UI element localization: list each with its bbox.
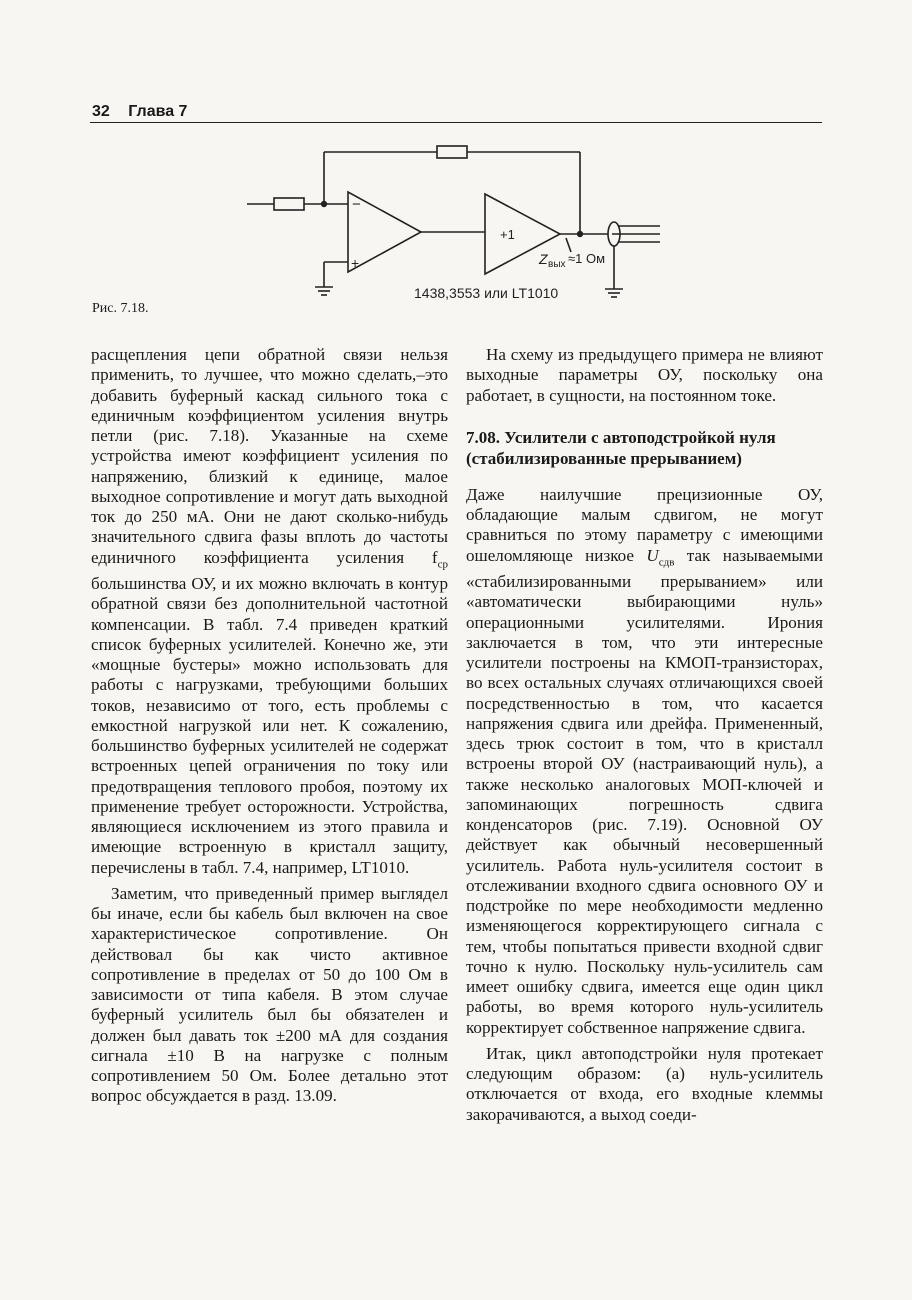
fcp-subscript: ср: [437, 557, 448, 570]
right-paragraph-3: Итак, цикл автоподстройки нуля протекает следующим образом: (а) нуль-усилитель отключается от входа, его входные клеммы закорачиваются, а выход соеди-: [466, 1043, 823, 1124]
figure-caption: Рис. 7.18.: [92, 301, 149, 316]
junction-dot-input: [321, 201, 327, 207]
page-number: 32: [92, 103, 110, 120]
left-column: [91, 345, 448, 1107]
buffer-gain-label: +1: [500, 227, 515, 242]
junction-dot-output: [577, 231, 583, 237]
right-paragraph-2: Даже наилучшие прецизионные ОУ, обладающие малым сдвигом, не могут сравниться по этому параметру с имеющими ошеломляюще низкое $U_{сдв}$ так называемыми «стабилизированными прерыванием» или «автоматически выбирающими нуль» операционными усилителями. Ирония заключается в том, что эти интересные усилители построены на КМОП-транзисторах, во всех остальных случаях отличающихся своей посредственностью в том, что касается напряжения сдвига или дрейфа. Примененный, здесь трюк состоит в том, что в кристалл встроены второй ОУ (настраивающий нуль), а также несколько аналоговых МОП-ключей и запоминающих погрешность сдвига конденсаторов (рис. 7.19). Основной ОУ действует как обычный несовершенный усилитель. Работа нуль-усилителя состоит в отслеживании входного сдвига основного ОУ и подстройке по мере необходимости медленно изменяющегося корректирующего сигнала с тем, чтобы попытаться привести входной сдвиг точно к нулю. Поскольку нуль-усилитель сам имеет ошибку сдвига, имеется еще один цикл работы, во время которого нуль-усилитель корректирует собственное напряжение сдвига.: [466, 484, 823, 1037]
right-column: [466, 345, 823, 1125]
parts-label: 1438,3553 или LT1010: [414, 285, 559, 301]
circuit-figure: [0, 0, 912, 330]
left-paragraph-2: Заметим, что приведенный пример выглядел бы иначе, если бы кабель был включен на свое характеристическое сопротивление. Он действовал бы как чисто активное сопротивление в пределах от 50 до 100 Ом в зависимости от типа кабеля. В этом случае буферный усилитель был бы обязателен и должен был давать ток ±200 мА для создания сигнала ±10 В на нагрузке с полным сопротивлением 50 Ом. Более детально этот вопрос обсуждается в разд. 13.09.: [91, 883, 448, 1106]
zout-subscript: вых: [548, 259, 566, 270]
chapter-title: Глава 7: [128, 103, 188, 120]
right-paragraph-1: На схему из предыдущего примера не влияют выходные параметры ОУ, поскольку она работает, в сущности, на постоянном токе.: [466, 345, 823, 405]
left-paragraph-1: расщепления цепи обратной связи нельзя применить, то лучшее, что можно сделать,–это добавить буферный каскад сильного тока с единичным коэффициентом усиления внутрь петли (рис. 7.18). Указанные на схеме устройства имеют коэффициент усиления по напряжению, близкий к единице, малое выходное сопротивление и могут дать выходной ток до 250 мА. Они не дают сколько-нибудь значительного сдвига фазы вплоть до частоты единичного коэффициента усиления $f_{ср}$ большинства ОУ, и их можно включать в контур обратной связи без дополнительной частотной компенсации. В табл. 7.4 приведен краткий список буферных усилителей. Конечно же, эти «мощные бустеры» можно использовать для работы с нагрузками, требующими больших токов, независимо от того, есть проблемы с емкостной нагрузкой или нет. К сожалению, большинство буферных усилителей не содержат встроенных цепей ограничения по току или предотвращения теплового пробоя, поэтому их применение требует осторожности. Устройства, являющиеся исключением из этого правила и имеющие встроенную в кристалл защиту, перечислены в табл. 7.4, например, LT1010.: [91, 345, 448, 877]
section-heading: 7.08. Усилители с автоподстройкой нуля (стабилизированные прерыванием): [466, 427, 776, 468]
opamp-plus-label: +: [351, 255, 360, 271]
feedback-resistor: [437, 146, 467, 158]
opamp-minus-label: −: [352, 196, 361, 213]
zout-label: Z: [539, 251, 548, 267]
zout-value: ≈1 Ом: [568, 251, 606, 266]
input-resistor: [274, 198, 304, 210]
